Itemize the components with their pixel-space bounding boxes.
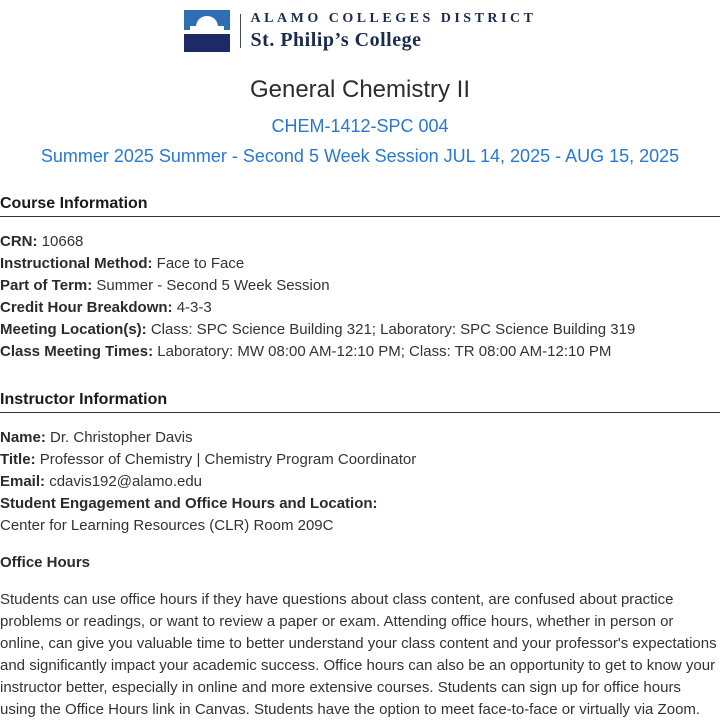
college-brand-header [0, 0, 720, 52]
field-value: Class: SPC Science Building 321; Laboratory: SPC Science Building 319 [150, 321, 636, 338]
district-name: ALAMO COLLEGES DISTRICT [250, 11, 537, 27]
field-student-engagement-label [0, 493, 720, 515]
field-label: Instructional Method: [0, 255, 153, 272]
field-value: Laboratory: MW 08:00 AM-12:10 PM; Class: TR 08:00 AM-12:10 PM [157, 343, 612, 360]
field-instructor-title [0, 449, 720, 471]
field-label: Meeting Location(s): [0, 321, 147, 338]
field-instructional-method [0, 253, 720, 275]
logo-text [251, 11, 537, 50]
office-hours-paragraph: Students can use office hours if they have questions about class content, are confused about practice problems or readings, or want to review a paper or exam. Attending office hours, whether in person or online, can give you valuable time to better understand your class content and your professor's expectations and significantly impact your academic success. Office hours can also be an opportunity to get to know your instructor better, especially in online and more extensive courses. Students can sign up for office hours using the Office Hours link in Canvas. Students have the option to meet face-to-face or virtually via Zoom. [0, 591, 717, 718]
field-instructor-email [0, 471, 720, 493]
field-label: Class Meeting Times: [0, 343, 154, 360]
field-label: Name: [0, 429, 46, 446]
field-value: Summer - Second 5 Week Session [96, 277, 330, 294]
field-value: Professor of Chemistry | Chemistry Program Coordinator [39, 451, 417, 468]
office-location: Center for Learning Resources (CLR) Room 209C [0, 517, 334, 534]
field-part-of-term [0, 275, 720, 297]
field-label: CRN: [0, 233, 38, 250]
instructor-information-heading: Instructor Information [0, 391, 720, 413]
field-value: 10668 [41, 233, 84, 250]
college-name: St. Philip’s College [250, 28, 422, 51]
field-meeting-locations [0, 319, 720, 341]
field-label: Title: [0, 451, 36, 468]
course-information-section [0, 195, 720, 363]
field-credit-hour-breakdown [0, 297, 720, 319]
field-label: Part of Term: [0, 277, 93, 294]
course-code-link[interactable]: CHEM-1412-SPC 004 [271, 116, 449, 136]
course-information-heading: Course Information [0, 195, 720, 217]
alamo-colleges-logo-icon [184, 10, 230, 52]
field-class-meeting-times [0, 341, 720, 363]
course-information-body [0, 231, 720, 363]
field-instructor-name [0, 427, 720, 449]
session-dates-link[interactable]: Summer 2025 Summer - Second 5 Week Session JUL 14, 2025 - AUG 15, 2025 [40, 146, 680, 166]
field-value: Face to Face [156, 255, 245, 272]
instructor-information-body [0, 427, 720, 720]
field-value: cdavis192@alamo.edu [49, 473, 203, 490]
field-label: Student Engagement and Office Hours and Location: [0, 495, 378, 512]
field-label: Credit Hour Breakdown: [0, 299, 173, 316]
field-value: Dr. Christopher Davis [50, 429, 193, 446]
logo-divider [240, 14, 241, 48]
field-value: 4-3-3 [176, 299, 212, 316]
course-title: General Chemistry II [249, 76, 471, 103]
field-label: Email: [0, 473, 46, 490]
office-hours-heading: Office Hours [0, 554, 91, 571]
field-crn [0, 231, 720, 253]
instructor-information-section [0, 391, 720, 720]
